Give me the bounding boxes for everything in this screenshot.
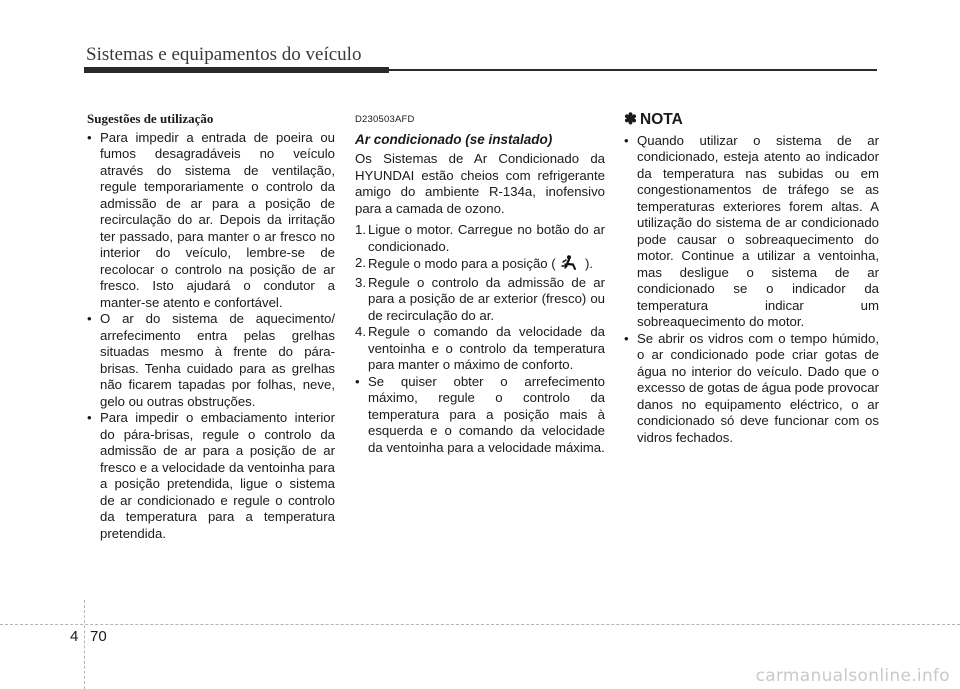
column-usage-tips — [87, 111, 335, 542]
step-number: 2. — [355, 255, 366, 270]
nota-title: NOTA — [640, 111, 683, 128]
page-header-title: Sistemas e equipamentos do veículo — [86, 44, 362, 65]
bullet-marker: • — [87, 311, 92, 326]
step-item — [355, 222, 605, 255]
list-item-text: O ar do sistema de aquecimento/ arrefecimento entra pelas grelhas situadas mesmo à frente do pára-brisas. Tenha cuidado para as grelhas não ficarem tapadas por folhas, neve, gelo ou outras obstruções. — [100, 311, 335, 409]
list-item-text: Para impedir o embaciamento interior do pára-brisas, regule o controlo da admissão de ar para a posição de ar fresco e a velocidade da ventoinha para a posição pretendida, ligue o sistema de ar condicionado e regule o controlo da temperatura para a temperatura pretendida. — [100, 410, 335, 541]
list-item — [624, 133, 879, 331]
step-text-before: Regule o modo para a posição ( — [368, 256, 556, 272]
footer-vertical-rule — [84, 600, 85, 689]
list-item-text: Para impedir a entrada de poeira ou fumos desagradáveis no veículo através do sistema de ventilação, regule temporariamente o controlo da admissão de ar para a posição de recirculação do ar. Depois da irritação ter passado, para manter o ar fresco no interior do veículo, lembre-se de recolocar o controlo na posição de ar fresco. Isto ajudará o condutor a manter-se atento e confortável. — [100, 129, 335, 310]
step-item — [355, 275, 605, 325]
step-number: 4. — [355, 324, 366, 339]
list-item — [87, 130, 335, 312]
usage-tips-heading: Sugestões de utilização — [87, 111, 214, 126]
list-item — [355, 374, 605, 457]
watermark: carmanualsonline.info — [755, 666, 950, 686]
list-item-text: Quando utilizar o sistema de ar condicionado, esteja atento ao indicador da temperatura nas subidas ou em congestionamentos de tráfego se as temperaturas exteriores forem altas. A utilização do sistema de ar condicionado pode causar o sobreaquecimento do motor. Continue a utilizar a ventoinha, mas desligue o sistema de ar condicionado se o indicador da temperatura indicar um sobreaquecimento do motor. — [637, 132, 879, 329]
step-text: Regule o controlo da admissão de ar para a posição de ar exterior (fresco) ou de recirculação do ar. — [368, 274, 605, 323]
bullet-marker: • — [624, 132, 629, 148]
footer-horizontal-rule — [0, 624, 960, 625]
bullet-marker: • — [355, 373, 360, 389]
step-text-after: ). — [585, 256, 594, 272]
nota-heading — [624, 112, 879, 129]
section-code: D230503AFD — [355, 114, 415, 125]
step-text: Regule o comando da velocidade da ventoinha e o controlo da temperatura para manter o máximo de conforto. — [368, 324, 605, 372]
list-item — [624, 331, 879, 447]
bullet-marker: • — [624, 330, 629, 346]
step-number: 3. — [355, 274, 366, 290]
list-item-text: Se abrir os vidros com o tempo húmido, o ar condicionado pode criar gotas de água no interior do veículo. Dado que o excesso de gotas de água pode provocar danos no equipamento eléctrico, o ar condicionado só deve funcionar com os vidros fechados. — [637, 330, 879, 445]
column-air-conditioning — [355, 111, 605, 456]
bullet-marker: • — [87, 129, 92, 145]
bullet-marker: • — [87, 410, 92, 425]
section-number: 4 — [70, 628, 79, 645]
list-item — [87, 410, 335, 542]
step-text: Ligue o motor. Carregue no botão do ar condicionado. — [368, 222, 605, 254]
intro-paragraph: Os Sistemas de Ar Condicionado da HYUNDAI estão cheios com refrigerante amigo do ambiente R-134a, inofensivo para a camada de ozono. — [355, 151, 605, 216]
step-item — [355, 324, 605, 374]
list-item — [87, 311, 335, 410]
section-subtitle: Ar condicionado (se instalado) — [355, 131, 553, 147]
step-item — [355, 255, 605, 275]
header-rule-thin — [84, 69, 877, 71]
column-nota — [624, 111, 879, 446]
asterisk-icon: ✽ — [624, 111, 637, 128]
list-item-text: Se quiser obter o arrefecimento máximo, regule o controlo da temperatura para a posição mais à esquerda e o comando da velocidade da ventoinha para a velocidade máxima. — [368, 373, 605, 455]
page-number: 70 — [90, 628, 107, 645]
step-number: 1. — [355, 222, 366, 237]
floor-vent-mode-icon — [560, 255, 580, 275]
